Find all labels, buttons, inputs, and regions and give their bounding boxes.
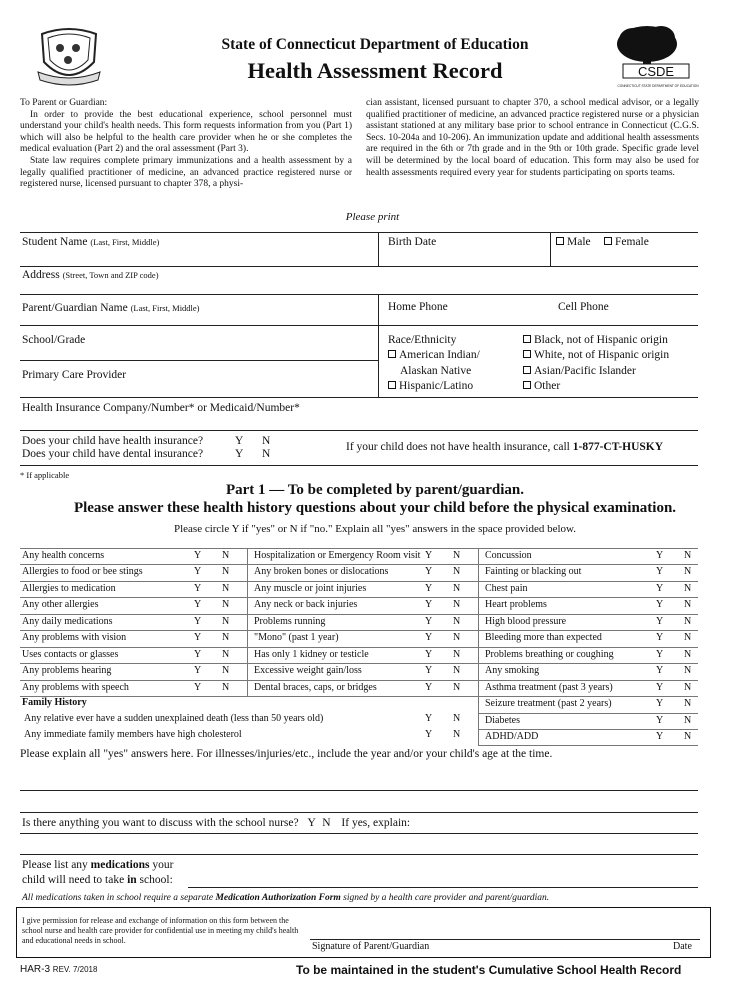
yes-option[interactable]: Y xyxy=(194,681,202,693)
footnote: * If applicable xyxy=(20,470,70,480)
yes-option[interactable]: Y xyxy=(194,550,202,561)
question-row-line xyxy=(20,614,478,615)
student-name-field[interactable] xyxy=(22,236,159,248)
explain-answer-line[interactable] xyxy=(20,790,698,791)
signature-line[interactable] xyxy=(310,939,700,940)
no-option[interactable]: N xyxy=(453,615,461,627)
yes-option[interactable]: Y xyxy=(656,681,664,693)
checkbox-icon xyxy=(388,350,396,358)
health-question: Dental braces, caps, or bridges xyxy=(254,681,377,693)
medications-prompt-text: Please list any xyxy=(22,859,91,871)
dental-insurance-yes[interactable]: Y xyxy=(235,448,244,460)
husky-note xyxy=(346,441,663,453)
please-print-note: Please print xyxy=(345,211,400,223)
yes-option[interactable]: Y xyxy=(656,698,664,710)
white-label: White, not of Hispanic origin xyxy=(534,349,670,361)
health-insurance-yes[interactable]: Y xyxy=(235,435,244,447)
no-option[interactable]: N xyxy=(222,582,230,594)
yes-option[interactable]: Y xyxy=(425,599,433,611)
question-row-line xyxy=(478,663,698,664)
dental-insurance-question: Does your child have dental insurance? xyxy=(22,448,204,460)
no-option[interactable]: N xyxy=(453,648,461,660)
health-question: ADHD/ADD xyxy=(485,730,539,742)
medications-answer-line[interactable] xyxy=(188,887,698,888)
yes-option[interactable]: Y xyxy=(656,730,664,742)
student-name-label: Student Name xyxy=(22,236,88,248)
no-option[interactable]: N xyxy=(453,729,461,740)
primary-care-field[interactable]: Primary Care Provider xyxy=(22,369,127,381)
no-option[interactable]: N xyxy=(453,550,461,561)
white-checkbox[interactable] xyxy=(523,349,669,361)
race-label: Race/Ethnicity xyxy=(388,334,457,346)
no-option[interactable]: N xyxy=(684,665,692,677)
male-checkbox[interactable] xyxy=(556,236,591,248)
health-question: Any broken bones or dislocations xyxy=(254,566,389,578)
checkbox-icon xyxy=(523,366,531,374)
parent-name-hint: (Last, First, Middle) xyxy=(130,303,200,313)
birth-date-field[interactable]: Birth Date xyxy=(388,236,437,248)
department-name: State of Connecticut Department of Education xyxy=(221,36,529,53)
american-indian-checkbox[interactable] xyxy=(388,349,480,361)
divider xyxy=(550,232,551,266)
checkbox-icon xyxy=(556,237,564,245)
yes-option[interactable]: Y xyxy=(194,582,202,594)
yes-option[interactable]: Y xyxy=(656,632,664,644)
yes-option[interactable]: Y xyxy=(425,615,433,627)
black-checkbox[interactable] xyxy=(523,334,668,346)
explain-answer-line[interactable] xyxy=(20,812,698,813)
health-question: Any daily medications xyxy=(22,615,113,627)
no-option[interactable]: N xyxy=(684,615,692,627)
home-phone-field[interactable]: Home Phone xyxy=(388,301,448,313)
yes-option[interactable]: Y xyxy=(194,648,202,660)
health-question: Uses contacts or glasses xyxy=(22,648,119,660)
no-option[interactable]: N xyxy=(222,681,230,693)
other-checkbox[interactable] xyxy=(523,380,560,392)
checkbox-icon xyxy=(523,335,531,343)
health-question: Problems breathing or coughing xyxy=(485,648,614,660)
no-option[interactable]: N xyxy=(684,648,692,660)
health-question: Any health concerns xyxy=(22,550,105,561)
health-question: Fainting or blacking out xyxy=(485,566,582,578)
health-question: High blood pressure xyxy=(485,615,567,627)
yes-option[interactable]: Y xyxy=(425,665,433,677)
no-option[interactable]: N xyxy=(453,632,461,644)
intro-right-column xyxy=(366,98,699,179)
dental-insurance-no[interactable]: N xyxy=(262,448,271,460)
address-field[interactable] xyxy=(22,269,159,281)
yes-option[interactable]: Y xyxy=(425,648,433,660)
csde-logo-subtext: CONNECTICUT STATE DEPARTMENT OF EDUCATION xyxy=(617,84,699,88)
question-row-line xyxy=(478,729,698,730)
health-question: Any problems with speech xyxy=(22,681,129,693)
nurse-question xyxy=(22,817,410,829)
divider xyxy=(20,232,698,233)
med-auth-form-name: Medication Authorization Form xyxy=(215,893,341,903)
question-row-line xyxy=(478,564,698,565)
family-history-heading: Family History xyxy=(22,697,87,708)
question-row-line xyxy=(478,597,698,598)
intro-paragraph-3: cian assistant, licensed pursuant to chapter 370, a school medical advisor, or a legally qualified practitioner of medicine, an advanced practice registered nurse or a physician assistant stationed at any military base prior to school entrance in Connecticut (C.G.S. Secs. 10-204a and 10-206). An immunization update and additional health assessments are required in the 6th or 7th grade and in the 9th or 10th grade. Specific grade level will be determined by the local board of education. This form may also be used for health assessments required every year for students participating on sports teams. xyxy=(366,98,699,178)
american-indian-label: American Indian/ xyxy=(399,349,480,361)
health-question: Asthma treatment (past 3 years) xyxy=(485,681,613,693)
question-row-line xyxy=(20,696,478,697)
question-row-line xyxy=(20,680,478,681)
health-question: Any problems hearing xyxy=(22,665,112,677)
nurse-yes[interactable]: Y xyxy=(307,817,316,829)
nurse-question-text: Is there anything you want to discuss with the school nurse? xyxy=(22,817,299,829)
checkbox-icon xyxy=(604,237,612,245)
no-option[interactable]: N xyxy=(222,550,230,561)
black-label: Black, not of Hispanic origin xyxy=(534,334,668,346)
intro-salutation: To Parent or Guardian: xyxy=(20,98,108,108)
health-question: Any muscle or joint injuries xyxy=(254,582,367,594)
no-option[interactable]: N xyxy=(684,698,692,710)
asian-checkbox[interactable] xyxy=(523,365,636,377)
nurse-answer-line[interactable] xyxy=(20,854,698,855)
health-question: Allergies to medication xyxy=(22,582,116,594)
divider xyxy=(20,465,698,466)
question-row-line xyxy=(478,745,698,746)
question-row-line xyxy=(478,680,698,681)
hispanic-checkbox[interactable] xyxy=(388,380,473,392)
part1-title: Part 1 — To be completed by parent/guardian. xyxy=(225,482,525,498)
medications-prompt-text: school: xyxy=(136,874,173,886)
parent-name-label: Parent/Guardian Name xyxy=(22,302,128,314)
asian-label: Asian/Pacific Islander xyxy=(534,365,636,377)
health-insurance-no[interactable]: N xyxy=(262,435,271,447)
no-option[interactable]: N xyxy=(684,632,692,644)
parent-name-field[interactable] xyxy=(22,302,200,314)
question-row-line xyxy=(478,696,698,697)
medications-prompt-text: child will need to take xyxy=(22,874,128,886)
signature-label: Signature of Parent/Guardian xyxy=(312,941,430,952)
male-label: Male xyxy=(567,236,591,248)
circle-instruction: Please circle Y if "yes" or N if "no." Explain all "yes" answers in the space provided below. xyxy=(173,523,577,535)
no-option[interactable]: N xyxy=(684,582,692,594)
question-row-line xyxy=(20,564,478,565)
female-checkbox[interactable] xyxy=(604,236,649,248)
form-number xyxy=(20,964,97,975)
health-question: Has only 1 kidney or testicle xyxy=(254,648,369,660)
question-row-line xyxy=(478,630,698,631)
cell-phone-field[interactable]: Cell Phone xyxy=(558,301,609,313)
no-option[interactable]: N xyxy=(684,681,692,693)
in-keyword: in xyxy=(127,874,137,886)
divider xyxy=(20,430,698,431)
health-question: Any smoking xyxy=(485,665,540,677)
form-id: HAR-3 xyxy=(20,964,51,975)
yes-option[interactable]: Y xyxy=(656,714,664,726)
health-insurance-question: Does your child have health insurance? xyxy=(22,435,204,447)
address-hint: (Street, Town and ZIP code) xyxy=(62,270,159,280)
nurse-no[interactable]: N xyxy=(322,817,331,829)
explain-prompt: Please explain all "yes" answers here. For illnesses/injuries/etc., include the year and/or your child's age at the time. xyxy=(20,748,553,760)
yes-option[interactable]: Y xyxy=(656,615,664,627)
yes-option[interactable]: Y xyxy=(656,599,664,611)
intro-left-column xyxy=(20,98,352,191)
medication-authorization-note xyxy=(22,893,549,903)
form-title: Health Assessment Record xyxy=(247,58,503,83)
csde-logo-text: CSDE xyxy=(637,64,675,79)
student-name-hint: (Last, First, Middle) xyxy=(90,237,160,247)
divider xyxy=(20,294,698,295)
question-row-line xyxy=(20,597,478,598)
divider xyxy=(20,397,698,398)
yes-option[interactable]: Y xyxy=(194,615,202,627)
family-question: Any relative ever have a sudden unexplained death (less than 50 years old) xyxy=(24,713,324,724)
record-retention-note: To be maintained in the student's Cumulative School Health Record xyxy=(296,963,682,977)
no-option[interactable]: N xyxy=(684,566,692,578)
yes-option[interactable]: Y xyxy=(656,648,664,660)
yes-option[interactable]: Y xyxy=(194,566,202,578)
medications-prompt-line1 xyxy=(22,859,173,871)
health-question: Problems running xyxy=(254,615,326,627)
form-revision: REV. 7/2018 xyxy=(52,965,98,974)
no-option[interactable]: N xyxy=(222,632,230,644)
question-row-line xyxy=(478,647,698,648)
yes-option[interactable]: Y xyxy=(656,566,664,578)
no-option[interactable]: N xyxy=(453,566,461,578)
yes-option[interactable]: Y xyxy=(425,566,433,578)
column-divider xyxy=(247,548,248,696)
no-option[interactable]: N xyxy=(453,665,461,677)
no-option[interactable]: N xyxy=(684,599,692,611)
female-label: Female xyxy=(615,236,649,248)
no-option[interactable]: N xyxy=(222,599,230,611)
intro-paragraph-1: In order to provide the best educational experience, school personnel must understand your child's health needs. This form requests information from you (Part 1) which will also be helpful to the health care provider when he or she completes the medical evaluation (Part 2) and the oral assessment (Part 3). xyxy=(20,109,352,155)
other-label: Other xyxy=(534,380,561,392)
if-yes-label: If yes, explain: xyxy=(341,817,411,829)
hispanic-label: Hispanic/Latino xyxy=(399,380,474,392)
question-row-line xyxy=(478,581,698,582)
husky-phone-number: 1-877-CT-HUSKY xyxy=(572,441,664,453)
divider xyxy=(378,232,379,266)
med-note-text: signed by a health care provider and parent/guardian. xyxy=(340,893,550,903)
alaskan-native-label: Alaskan Native xyxy=(400,365,472,377)
checkbox-icon xyxy=(388,381,396,389)
yes-option[interactable]: Y xyxy=(425,681,433,693)
question-row-line xyxy=(20,663,478,664)
insurance-field[interactable]: Health Insurance Company/Number* or Medicaid/Number* xyxy=(22,402,300,414)
question-row-line xyxy=(20,548,698,549)
health-question: Hospitalization or Emergency Room visit xyxy=(254,550,421,561)
checkbox-icon xyxy=(523,350,531,358)
medications-prompt-line2 xyxy=(22,874,173,886)
yes-option[interactable]: Y xyxy=(425,729,433,740)
health-question: Seizure treatment (past 2 years) xyxy=(485,698,612,710)
medications-keyword: medications xyxy=(90,859,150,871)
checkbox-icon xyxy=(523,381,531,389)
question-row-line xyxy=(20,630,478,631)
health-question: Allergies to food or bee stings xyxy=(22,566,143,578)
health-question: Excessive weight gain/loss xyxy=(254,665,362,677)
no-option[interactable]: N xyxy=(222,648,230,660)
no-option[interactable]: N xyxy=(453,599,461,611)
no-option[interactable]: N xyxy=(453,681,461,693)
med-note-text: All medications taken in school require a separate xyxy=(22,893,216,903)
no-option[interactable]: N xyxy=(453,582,461,594)
address-label: Address xyxy=(22,269,60,281)
family-question: Any immediate family members have high cholesterol xyxy=(24,729,242,740)
yes-option[interactable]: Y xyxy=(425,713,433,724)
no-option[interactable]: N xyxy=(222,665,230,677)
question-row-line xyxy=(20,581,478,582)
yes-option[interactable]: Y xyxy=(656,550,664,561)
yes-option[interactable]: Y xyxy=(656,582,664,594)
yes-option[interactable]: Y xyxy=(425,582,433,594)
divider xyxy=(20,266,698,267)
no-option[interactable]: N xyxy=(684,714,692,726)
intro-paragraph-2: State law requires complete primary immunizations and a health assessment by a legally qualified practitioner of medicine, an advanced practice registered nurse or registered nurse, licensed pursuant to chapter 378, a physi- xyxy=(20,155,352,190)
health-question: "Mono" (past 1 year) xyxy=(254,632,339,644)
health-question: Heart problems xyxy=(485,599,547,611)
health-question: Diabetes xyxy=(485,714,520,726)
health-question: Any other allergies xyxy=(22,599,99,611)
yes-option[interactable]: Y xyxy=(194,665,202,677)
no-option[interactable]: N xyxy=(684,730,692,742)
health-question: Concussion xyxy=(485,550,532,561)
no-option[interactable]: N xyxy=(684,550,692,561)
health-question: Any neck or back injuries xyxy=(254,599,358,611)
yes-option[interactable]: Y xyxy=(425,550,433,561)
divider xyxy=(378,294,379,397)
health-question: Any problems with vision xyxy=(22,632,127,644)
date-label: Date xyxy=(673,941,692,952)
no-option[interactable]: N xyxy=(453,713,461,724)
no-option[interactable]: N xyxy=(222,615,230,627)
csde-tree-logo-icon xyxy=(603,22,713,96)
health-question: Bleeding more than expected xyxy=(485,632,602,644)
school-grade-field[interactable]: School/Grade xyxy=(22,334,86,346)
permission-text: I give permission for release and exchange of information on this form between the school nurse and health care provider for confidential use in meeting my child's health and educational needs in school. xyxy=(22,916,299,945)
health-question: Chest pain xyxy=(485,582,528,594)
yes-option[interactable]: Y xyxy=(194,599,202,611)
column-divider xyxy=(478,548,479,745)
medications-prompt-text: your xyxy=(149,859,174,871)
no-option[interactable]: N xyxy=(222,566,230,578)
part1-instruction: Please answer these health history questions about your child before the physical examination. xyxy=(73,500,677,516)
question-row-line xyxy=(478,713,698,714)
yes-option[interactable]: Y xyxy=(194,632,202,644)
yes-option[interactable]: Y xyxy=(656,665,664,677)
husky-note-text: If your child does not have health insurance, call xyxy=(346,441,573,453)
divider xyxy=(20,325,698,326)
question-row-line xyxy=(20,647,478,648)
nurse-answer-line[interactable] xyxy=(20,833,698,834)
divider xyxy=(20,360,378,361)
question-row-line xyxy=(478,614,698,615)
yes-option[interactable]: Y xyxy=(425,632,433,644)
